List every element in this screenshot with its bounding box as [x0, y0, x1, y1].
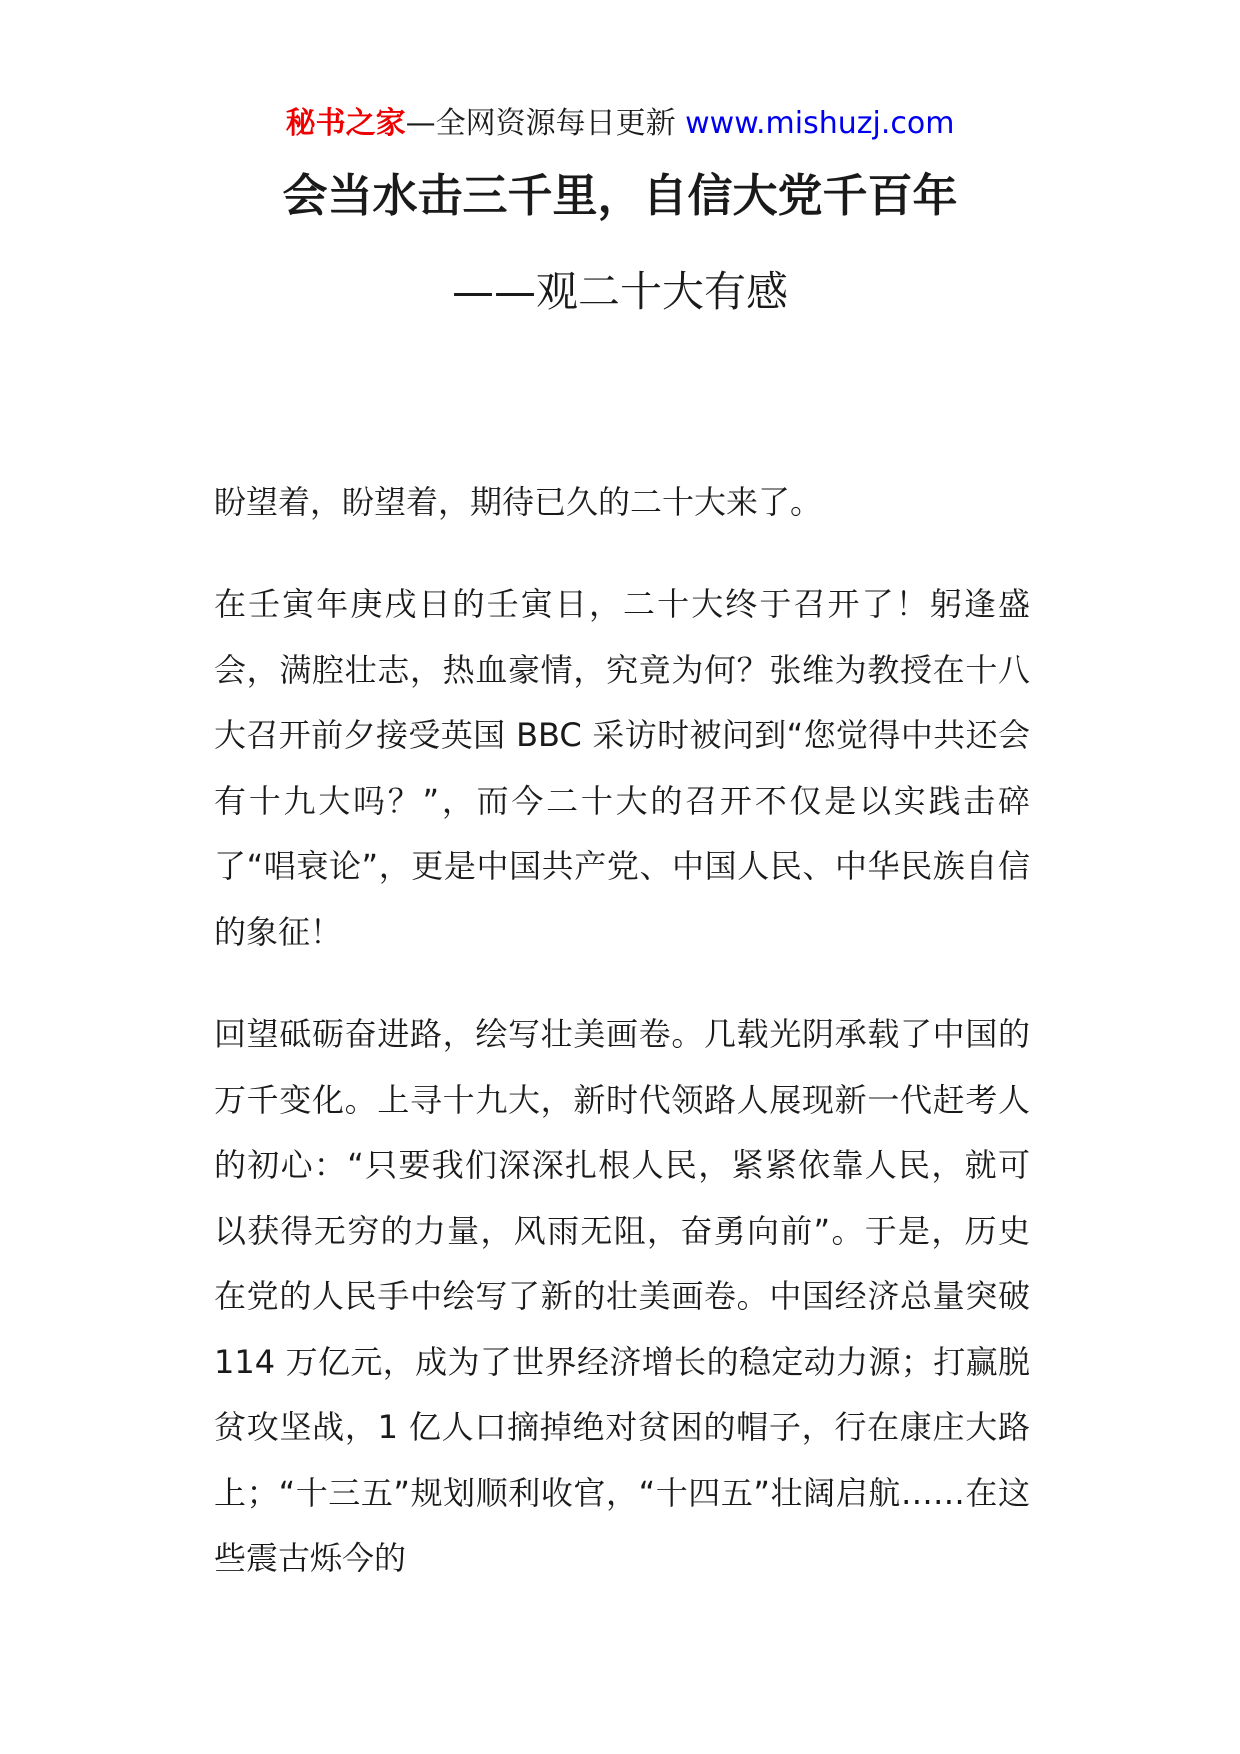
site-brand: 秘书之家: [285, 106, 406, 141]
paragraph-1: 盼望着，盼望着，期待已久的二十大来了。: [214, 483, 823, 521]
paragraph-3: 回望砥砺奋进路，绘写壮美画卷。几载光阴承载了中国的万千变化。上寻十九大，新时代领路人展现新一代赶考人的初心：“只要我们深深扎根人民，紧紧依靠人民，就可以获得无穷的力量，风雨无阻，奋勇向前”。于是，历史在党的人民手中绘写了新的壮美画卷。中国经济总量突破 114 万亿元，成为了世界经济增长的稳定动力源；打赢脱贫攻坚战，1 亿人口摘掉绝对贫困的帽子，行在康庄大路上；“十三五”规划顺利收官，“十四五”壮阔启航……在这些震古烁今的: [214, 1015, 1030, 1577]
document-title: 会当水击三千里，自信大党千百年: [282, 169, 958, 222]
site-url-link[interactable]: www.mishuzj.com: [685, 106, 955, 141]
site-slogan: —全网资源每日更新: [405, 106, 676, 141]
paragraph-2: 在壬寅年庚戌日的壬寅日，二十大终于召开了！躬逢盛会，满腔壮志，热血豪情，究竟为何？张维为教授在十八大召开前夕接受英国 BBC 采访时被问到“您觉得中共还会有十九大吗？”，而今二十大的召开不仅是以实践击碎了“唱衰论”，更是中国共产党、中国人民、中华民族自信的象征！: [214, 585, 1030, 951]
site-header: [0, 104, 1240, 144]
document-subtitle: ——观二十大有感: [451, 267, 788, 316]
